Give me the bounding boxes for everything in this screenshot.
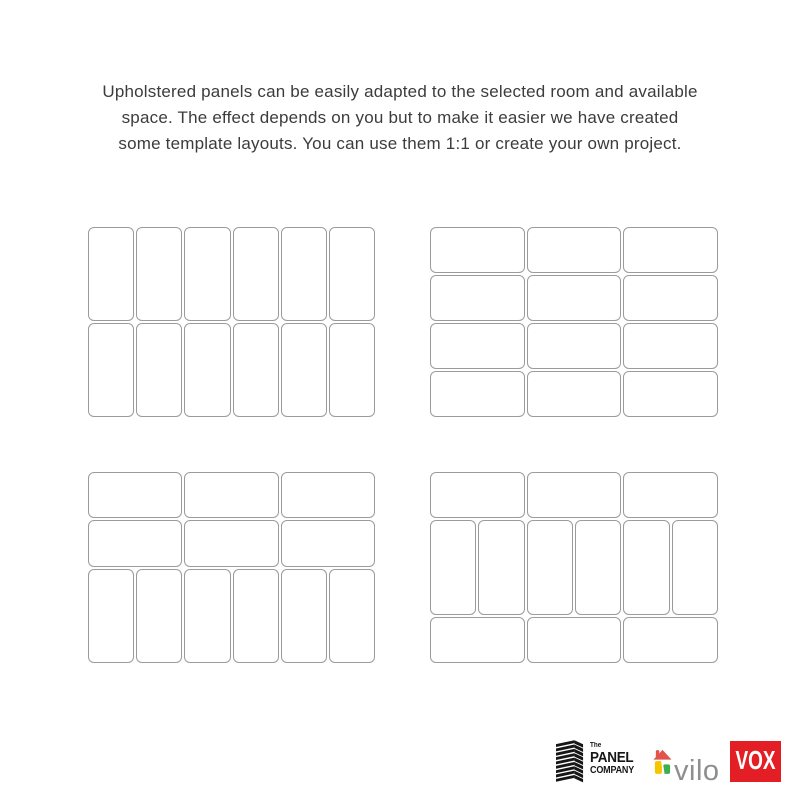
panel (329, 323, 375, 417)
panel (527, 371, 622, 417)
intro-line-1: Upholstered panels can be easily adapted to the selected room and available (102, 82, 698, 101)
panel-layout-horizontal-grid (430, 227, 718, 417)
panel (672, 520, 718, 615)
panel (281, 472, 375, 518)
vilo-logo (653, 747, 720, 787)
panel-layout-vertical-grid (88, 227, 375, 417)
panel (527, 227, 622, 273)
panel (184, 569, 230, 664)
panel (430, 275, 525, 321)
panel (281, 227, 327, 321)
intro-text (50, 79, 750, 157)
panel (623, 227, 718, 273)
panel (575, 520, 621, 615)
panel (136, 569, 182, 664)
panel-layout-mixed-bottom-vertical (88, 472, 375, 663)
vilo-wordmark: vilo (674, 755, 720, 787)
panel-company-wordmark (590, 739, 634, 776)
panel (623, 617, 718, 663)
panel (527, 275, 622, 321)
panel (527, 472, 622, 518)
panel-layout-mixed-middle-vertical (430, 472, 718, 663)
panel (623, 371, 718, 417)
panel (623, 323, 718, 369)
panel (430, 323, 525, 369)
panel (88, 472, 182, 518)
intro-line-3: some template layouts. You can use them 1:1 or create your own project. (118, 134, 682, 153)
panel (527, 617, 622, 663)
panel (281, 323, 327, 417)
panel (184, 472, 278, 518)
panel (623, 275, 718, 321)
vox-wordmark: VOX (735, 746, 776, 775)
panel-company-building-icon (556, 739, 585, 789)
panel-company-logo (556, 739, 639, 789)
panel (184, 323, 230, 417)
panel (136, 323, 182, 417)
panel (136, 227, 182, 321)
panel (233, 323, 279, 417)
panel (233, 227, 279, 321)
panel (430, 520, 476, 615)
panel (88, 520, 182, 566)
panel (430, 472, 525, 518)
panel (88, 569, 134, 664)
panel (527, 520, 573, 615)
intro-line-2: space. The effect depends on you but to make it easier we have created (121, 108, 679, 127)
panel (527, 323, 622, 369)
panel (281, 520, 375, 566)
panel-company-panel: PANEL (590, 749, 634, 766)
panel (430, 227, 525, 273)
panel (88, 227, 134, 321)
panel (329, 227, 375, 321)
panel (184, 227, 230, 321)
panel-company-company: COMPANY (590, 765, 635, 776)
panel-company-the: The (590, 742, 602, 749)
panel (329, 569, 375, 664)
panel (478, 520, 524, 615)
vox-logo (730, 741, 781, 782)
vilo-house-icon (653, 747, 672, 783)
panel (430, 371, 525, 417)
panel (184, 520, 278, 566)
panel (623, 520, 669, 615)
panel (281, 569, 327, 664)
panel (430, 617, 525, 663)
panel (233, 569, 279, 664)
panel (623, 472, 718, 518)
panel (88, 323, 134, 417)
